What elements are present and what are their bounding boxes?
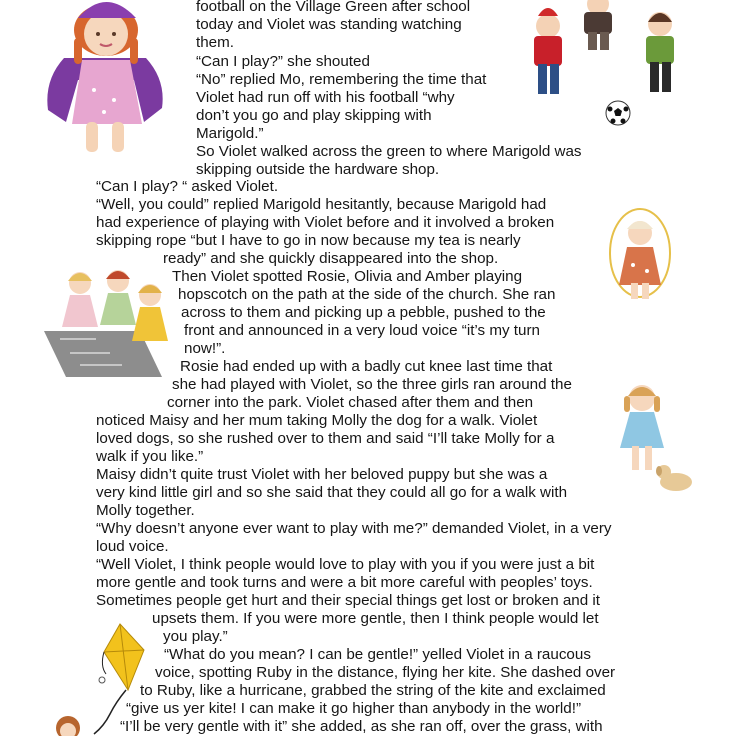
story-line: “No” replied Mo, remembering the time that <box>196 71 487 88</box>
story-line: today and Violet was standing watching <box>196 16 462 33</box>
story-line: “Well, you could” replied Marigold hesitantly, because Marigold had <box>96 196 547 213</box>
football-boys-illustration <box>510 0 690 110</box>
story-line: Molly together. <box>96 502 195 519</box>
story-line: to Ruby, like a hurricane, grabbed the string of the kite and exclaimed <box>140 682 606 699</box>
story-line: noticed Maisy and her mum taking Molly the dog for a walk. Violet <box>96 412 538 429</box>
story-line: Violet had run off with his football “why <box>196 89 455 106</box>
story-line: upsets them. If you were more gentle, then I think people would let <box>152 610 599 627</box>
story-line: So Violet walked across the green to where Marigold was <box>196 143 582 160</box>
story-line: Rosie had ended up with a badly cut knee last time that <box>180 358 553 375</box>
story-line: voice, spotting Ruby in the distance, flying her kite. She dashed over <box>155 664 616 681</box>
story-line: corner into the park. Violet chased after them and then <box>167 394 534 411</box>
story-line: now!”. <box>184 340 226 357</box>
story-line: Marigold.” <box>196 125 264 142</box>
story-line: Sometimes people get hurt and their special things get lost or broken and it <box>96 592 601 609</box>
football-icon <box>605 100 631 126</box>
ruby-doll-illustration <box>48 712 88 736</box>
story-line: ready” and she quickly disappeared into the shop. <box>163 250 499 267</box>
story-line: Then Violet spotted Rosie, Olivia and Amber playing <box>172 268 523 285</box>
story-line: skipping outside the hardware shop. <box>196 161 440 178</box>
story-line: very kind little girl and so she said that they could all go for a walk with <box>96 484 568 501</box>
story-line: “What do you mean? I can be gentle!” yelled Violet in a raucous <box>164 646 591 663</box>
kite-illustration <box>86 622 156 736</box>
story-line: them. <box>196 34 234 51</box>
story-line: walk if you like.” <box>96 448 204 465</box>
marigold-skipping-illustration <box>605 205 675 305</box>
story-line: across to them and picking up a pebble, pushed to the <box>181 304 546 321</box>
story-line: loud voice. <box>96 538 169 555</box>
hopscotch-girls-illustration <box>40 265 180 383</box>
violet-doll-illustration <box>34 0 174 160</box>
story-line: “Can I play?” she shouted <box>196 53 370 70</box>
story-line: had experience of playing with Violet before and it involved a broken <box>96 214 555 231</box>
story-line: she had played with Violet, so the three girls ran around the <box>172 376 572 393</box>
story-line: more gentle and took turns and were a bit more careful with peoples’ toys. <box>96 574 593 591</box>
story-line: hopscotch on the path at the side of the church. She ran <box>178 286 556 303</box>
story-line: Maisy didn’t quite trust Violet with her beloved puppy but she was a <box>96 466 548 483</box>
story-line: football on the Village Green after school <box>196 0 471 15</box>
story-line: “Can I play? “ asked Violet. <box>96 178 279 195</box>
story-line: “Well Violet, I think people would love to play with you if you were just a bit <box>96 556 595 573</box>
story-line: “give us yer kite! I can make it go higher than anybody in the world!” <box>126 700 582 717</box>
maisy-and-dog-illustration <box>612 378 696 496</box>
story-line: “Why doesn’t anyone ever want to play with me?” demanded Violet, in a very <box>96 520 612 537</box>
story-line: loved dogs, so she rushed over to them and said “I’ll take Molly for a <box>96 430 555 447</box>
story-line: you play.” <box>163 628 228 645</box>
story-line: don’t you go and play skipping with <box>196 107 432 124</box>
story-line: skipping rope “but I have to go in now because my tea is nearly <box>96 232 521 249</box>
story-line: “I’ll be very gentle with it” she added, as she ran off, over the grass, with <box>120 718 603 735</box>
story-line: front and announced in a very loud voice “it’s my turn <box>184 322 540 339</box>
